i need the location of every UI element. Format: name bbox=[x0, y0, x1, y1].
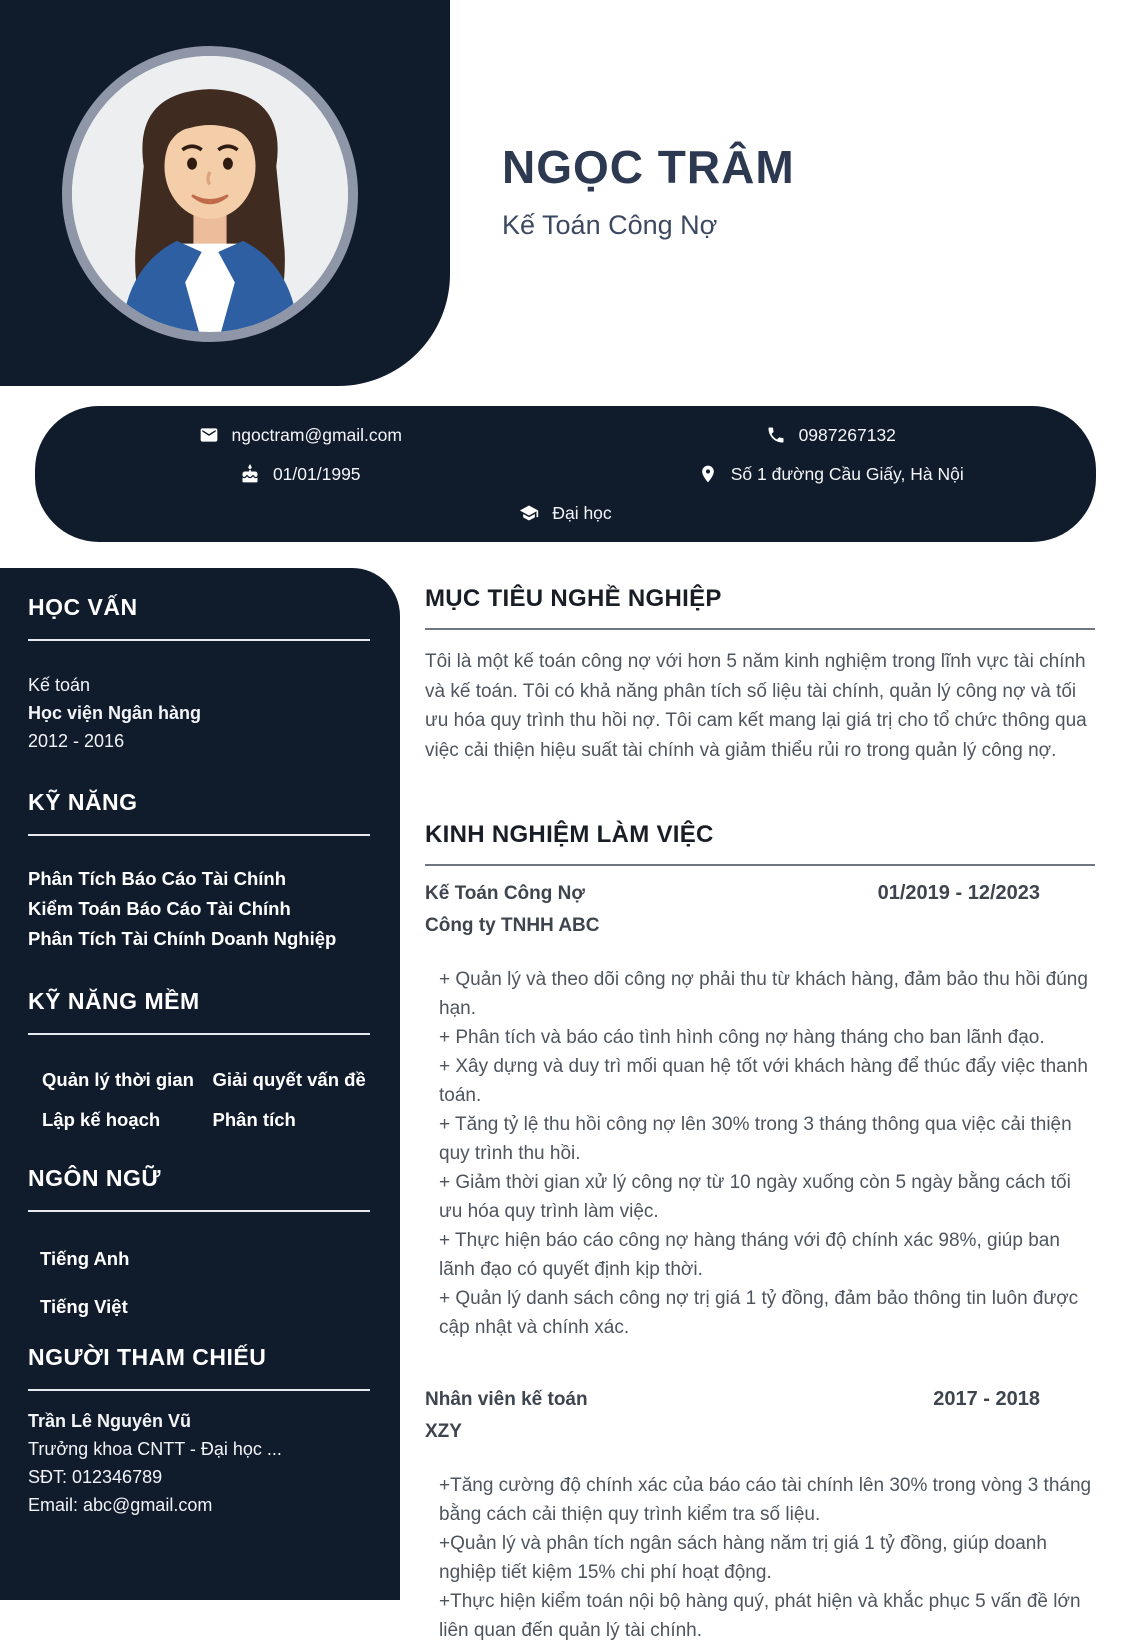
job-bullet: + Giảm thời gian xử lý công nợ từ 10 ngày xuống còn 5 ngày bằng cách tối ưu hóa quy trình làm việc. bbox=[439, 1172, 1071, 1222]
contact-phone-value: 0987267132 bbox=[798, 424, 896, 445]
job-bullet: +Quản lý và phân tích ngân sách hàng năm trị giá 1 tỷ đồng, giúp doanh nghiệp tiết kiệm 15% chi phí hoạt động. bbox=[439, 1533, 1047, 1583]
email-icon bbox=[199, 425, 219, 445]
sidebar-section-skills bbox=[28, 789, 370, 954]
birthday-cake-icon bbox=[240, 464, 260, 484]
job-bullet: +Thực hiện kiểm toán nội bộ hàng quý, phát hiện và khắc phục 5 vấn đề lớn liên quan đến quản lý tài chính. bbox=[439, 1591, 1081, 1641]
skill-item: Kiểm Toán Báo Cáo Tài Chính bbox=[28, 898, 291, 919]
contact-row-2 bbox=[35, 455, 1096, 494]
contact-address bbox=[566, 464, 1097, 485]
contact-birthday bbox=[35, 464, 566, 485]
job-entry bbox=[425, 1388, 1095, 1645]
education-divider bbox=[28, 639, 370, 641]
references-divider bbox=[28, 1389, 370, 1391]
contact-education-value: Đại học bbox=[552, 502, 612, 523]
avatar bbox=[62, 46, 358, 342]
candidate-title: Kế Toán Công Nợ bbox=[502, 210, 718, 240]
objective-text: Tôi là một kế toán công nợ với hơn 5 năm kinh nghiệm trong lĩnh vực tài chính và kế toán. Tôi có khả năng phân tích số liệu tài chính, quản lý công nợ và tối ưu hóa quy trình thu hồi nợ. Tôi cam kết mang lại giá trị cho tổ chức thông qua việc cải thiện hiệu suất tài chính và giảm thiểu rủi ro trong quản lý công nợ. bbox=[425, 651, 1087, 761]
job-title: Kế Toán Công Nợ bbox=[425, 883, 585, 904]
job-bullet: + Quản lý danh sách công nợ trị giá 1 tỷ đồng, đảm bảo thông tin luôn được cập nhật và chính xác. bbox=[439, 1288, 1079, 1338]
education-years: 2012 - 2016 bbox=[28, 731, 125, 751]
job-company: XZY bbox=[425, 1421, 462, 1442]
soft-skill-item: Giải quyết vấn đề bbox=[212, 1069, 366, 1090]
skill-item: Phân Tích Báo Cáo Tài Chính bbox=[28, 868, 286, 889]
experience-section bbox=[425, 821, 1095, 1645]
job-period: 01/2019 - 12/2023 bbox=[877, 882, 1040, 904]
location-pin-icon bbox=[698, 464, 718, 484]
soft-skill-item: Quản lý thời gian bbox=[42, 1069, 194, 1090]
candidate-name: NGỌC TRÂM bbox=[502, 141, 795, 193]
hero-panel bbox=[0, 0, 450, 386]
contact-birthday-value: 01/01/1995 bbox=[272, 463, 361, 484]
education-major: Kế toán bbox=[28, 675, 91, 695]
job-bullet: + Tăng tỷ lệ thu hồi công nợ lên 30% trong 3 tháng thông qua việc cải thiện quy trình thu hồi. bbox=[439, 1114, 1072, 1164]
job-period: 2017 - 2018 bbox=[933, 1388, 1040, 1410]
language-item: Tiếng Việt bbox=[40, 1296, 128, 1317]
job-bullet-list bbox=[425, 965, 1095, 1342]
skills-heading: KỸ NĂNG bbox=[28, 789, 138, 815]
main-column bbox=[425, 585, 1095, 1645]
job-bullet-list bbox=[425, 1471, 1095, 1645]
contact-row-3 bbox=[35, 494, 1096, 533]
sidebar-section-languages bbox=[28, 1165, 370, 1318]
contact-email-value: ngoctram@gmail.com bbox=[231, 424, 402, 445]
contact-email bbox=[35, 425, 566, 446]
job-bullet: +Tăng cường độ chính xác của báo cáo tài chính lên 30% trong vòng 3 tháng bằng cách cải thiện quy trình kiểm tra số liệu. bbox=[439, 1475, 1092, 1525]
sidebar bbox=[0, 568, 400, 1600]
experience-heading: KINH NGHIỆM LÀM VIỆC bbox=[425, 821, 714, 848]
reference-phone: SĐT: 012346789 bbox=[28, 1467, 163, 1487]
job-bullet: + Thực hiện báo cáo công nợ hàng tháng với độ chính xác 98%, giúp ban lãnh đạo có quyết định kịp thời. bbox=[439, 1230, 1060, 1280]
reference-email: Email: abc@gmail.com bbox=[28, 1495, 213, 1515]
job-bullet: + Quản lý và theo dõi công nợ phải thu từ khách hàng, đảm bảo thu hồi đúng hạn. bbox=[439, 969, 1088, 1019]
job-title: Nhân viên kế toán bbox=[425, 1389, 588, 1410]
reference-name: Trần Lê Nguyên Vũ bbox=[28, 1411, 192, 1431]
languages-heading: NGÔN NGỮ bbox=[28, 1165, 161, 1191]
job-company: Công ty TNHH ABC bbox=[425, 915, 600, 936]
job-entry bbox=[425, 882, 1095, 1342]
sidebar-section-references bbox=[28, 1344, 370, 1519]
sidebar-section-education bbox=[28, 594, 370, 755]
references-heading: NGƯỜI THAM CHIẾU bbox=[28, 1344, 267, 1370]
skills-divider bbox=[28, 834, 370, 836]
education-school: Học viện Ngân hàng bbox=[28, 703, 202, 723]
name-block bbox=[502, 140, 795, 241]
reference-role: Trưởng khoa CNTT - Đại học ... bbox=[28, 1439, 282, 1459]
skill-item: Phân Tích Tài Chính Doanh Nghiệp bbox=[28, 928, 337, 949]
education-heading: HỌC VẤN bbox=[28, 594, 138, 620]
languages-divider bbox=[28, 1210, 370, 1212]
contact-row-1 bbox=[35, 416, 1096, 455]
objective-section bbox=[425, 585, 1095, 765]
sidebar-section-soft-skills bbox=[28, 988, 370, 1131]
contact-address-value: Số 1 đường Cầu Giấy, Hà Nội bbox=[730, 463, 964, 484]
contact-phone bbox=[566, 425, 1097, 446]
phone-icon bbox=[766, 425, 786, 445]
job-bullet: + Phân tích và báo cáo tình hình công nợ hàng tháng cho ban lãnh đạo. bbox=[439, 1027, 1045, 1048]
contact-education-level bbox=[35, 503, 1096, 524]
soft-skill-item: Phân tích bbox=[212, 1109, 296, 1130]
language-item: Tiếng Anh bbox=[40, 1248, 130, 1269]
graduation-cap-icon bbox=[519, 503, 539, 523]
profile-photo bbox=[72, 56, 348, 332]
job-bullet: + Xây dựng và duy trì mối quan hệ tốt với khách hàng để thúc đẩy việc thanh toán. bbox=[439, 1056, 1088, 1106]
objective-divider bbox=[425, 628, 1095, 630]
contact-bar bbox=[35, 406, 1096, 542]
experience-divider bbox=[425, 864, 1095, 866]
soft-skill-item: Lập kế hoạch bbox=[42, 1109, 161, 1130]
objective-heading: MỤC TIÊU NGHỀ NGHIỆP bbox=[425, 585, 722, 612]
soft-skills-divider bbox=[28, 1033, 370, 1035]
soft-skills-heading: KỸ NĂNG MỀM bbox=[28, 988, 200, 1014]
